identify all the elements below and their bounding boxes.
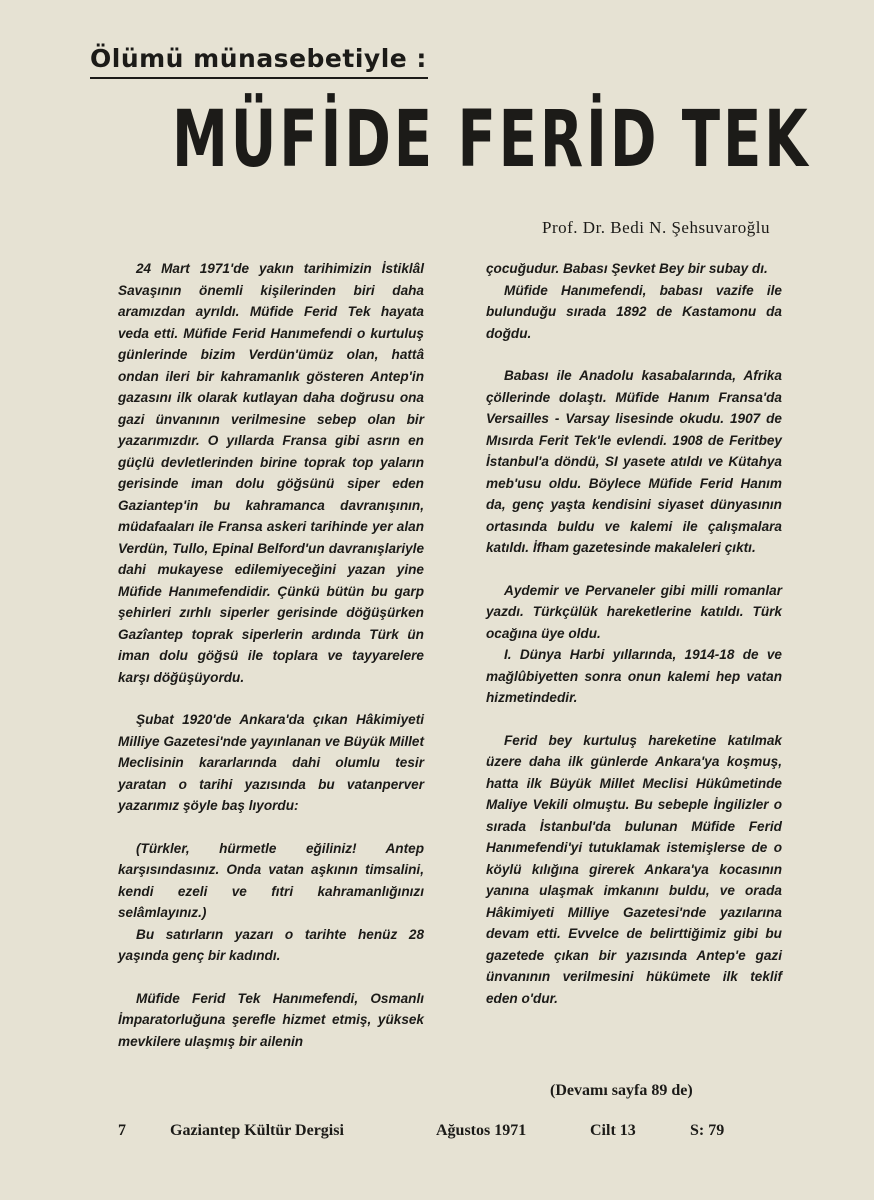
magazine-name: Gaziantep Kültür Dergisi xyxy=(170,1122,344,1139)
paragraph: Ferid bey kurtuluş hareketine katılmak üzere daha ilk günlerde Ankara'ya koşmuş, hatta ilk Büyük Millet Meclisi Hükûmetinde Maliye Vekili olmuştu. Bu sebeple İngilizler o sırada İstanbul'da bulunan Müfide Ferid Hanımefendi'yi tutuklamak istemişlerse de o köylü kılığına girerek Ankara'ya kocasının yanına ulaşmak imkanını buldu, ve orada Hâkimiyeti Milliye Gazetesi'nde yazılarına devam etti. Evvelce de belirttiğimiz gibi bu gazetede çıkan bir yazısında Antep'e gazi ünvanının verilmesini hükümete ilk teklif eden o'dur. xyxy=(486,732,782,1006)
left-column xyxy=(118,258,424,1052)
paragraph: Şubat 1920'de Ankara'da çıkan Hâkimiyeti Milliye Gazetesi'nde yayınlanan ve Büyük Millet Meclisinin kararlarında dahi olumlu tesir yaratan o tarihi yazısında bu vatanperver yazarımız şöyle baş lıyordu: xyxy=(118,712,424,813)
quote-paragraph: (Türkler, hürmetle eğiliniz! Antep karşısındasınız. Onda vatan aşkının timsalini, kendi ezeli ve fıtri kahramanlığınızı selâmlayınız.) xyxy=(118,840,424,920)
paragraph: çocuğudur. Babası Şevket Bey bir subay dı. xyxy=(486,261,768,276)
paragraph: Bu satırların yazarı o tarihte henüz 28 yaşında genç bir kadındı. xyxy=(118,926,424,963)
paragraph: I. Dünya Harbi yıllarında, 1914-18 de ve mağlûbiyetten sonra onun kalemi hep vatan hizmetindedir. xyxy=(486,647,782,705)
paragraph: Babası ile Anadolu kasabalarında, Afrika çöllerinde dolaştı. Müfide Hanım Fransa'da Versailles - Varsay lisesinde okudu. 1907 de Mısırda Ferit Tek'le evlendi. 1908 de Feritbey İstanbul'a döndü, SI yasete atıldı ve Kütahya meb'usu oldu. Böylece Müfide Ferid Hanım da, genç yaşta kendisini siyaset dünyasının ortasında buldu ve kalemi ile çalışmalara katıldı. İfham gazetesinde makaleleri çıktı. xyxy=(486,368,782,555)
paragraph: Müfide Ferid Tek Hanımefendi, Osmanlı İmparatorluğuna şerefle hizmet etmiş, yüksek mevkilere ulaşmış bir ailenin xyxy=(118,990,424,1049)
issue-date: Ağustos 1971 xyxy=(436,1122,527,1139)
continued-note: (Devamı sayfa 89 de) xyxy=(550,1082,693,1099)
paragraph: 24 Mart 1971'de yakın tarihimizin İstiklâl Savaşının önemli kişilerinden biri daha aramızdan ayrıldı. Müfide Ferid Tek hayata veda etti. Müfide Ferid Hanımefendi o kurtuluş günlerinde bizim Verdün'ümüz olan, hattâ ondan ileri bir kahramanlık gösteren Antep'in gazasını ilk olarak kutlayan daha doğrusu ona gazi ünvanının verilmesine sebep olan bir yazarımızdır. O yıllarda Fransa gibi asrın en güçlü devletlerinden birine toprak top yaların gerisinde iman dolu göğsünü siper eden Gaziantep'in bu kahramanca davranışının, müdafaaları ile Fransa askeri tarihinde yer alan Verdün, Tullo, Epinal Belford'un davranışlariyle dahi mukayese edilemiyeceğini yazan yine Müfide Hanımefendidir. Çünkü bütün bu garp şehirleri zırhlı siperler gerisinde döğüşürken Gazîantep toprak siperlerin ardında Türk ün iman dolu göğsü ile toplara ve tayyarelere karşı döğüşüyordu. xyxy=(118,261,424,685)
issue-number: S: 79 xyxy=(690,1122,725,1139)
paragraph: Aydemir ve Pervaneler gibi milli romanlar yazdı. Türkçülük hareketlerine katıldı. Türk ocağına üye oldu. xyxy=(486,582,782,641)
volume-number: Cilt 13 xyxy=(590,1122,636,1139)
article-title: MÜFİDE FERİD TEK xyxy=(172,95,811,185)
page-number: 7 xyxy=(118,1122,126,1139)
right-column xyxy=(486,258,782,1009)
kicker-heading: Ölümü münasebetiyle : xyxy=(90,44,428,79)
author-byline: Prof. Dr. Bedi N. Şehsuvaroğlu xyxy=(542,218,770,237)
paragraph: Müfide Hanımefendi, babası vazife ile bulunduğu sırada 1892 de Kastamonu da doğdu. xyxy=(486,282,782,341)
